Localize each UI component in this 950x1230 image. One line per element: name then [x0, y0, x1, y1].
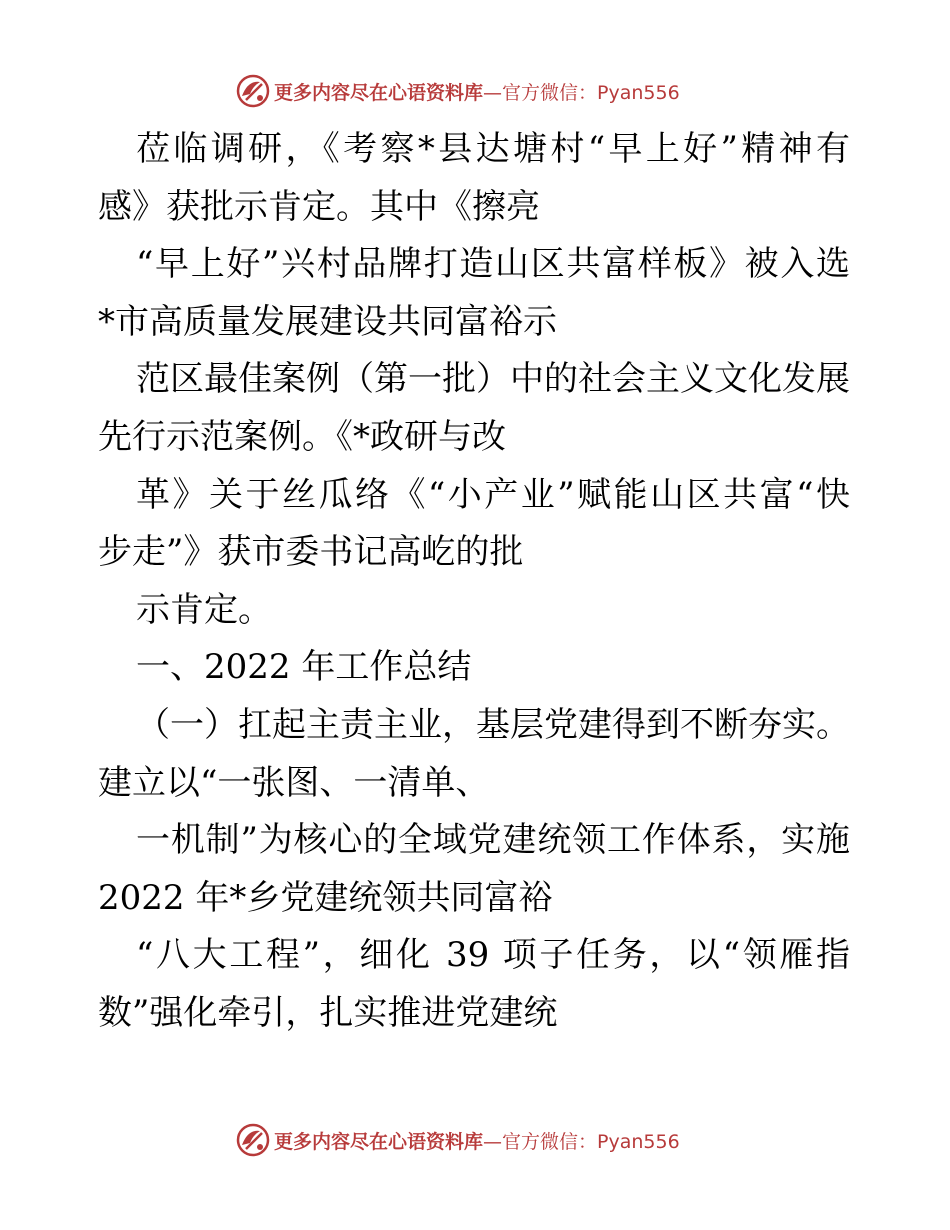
- watermark-contact-text: —官方微信：Pyan556: [483, 81, 680, 104]
- text-line: 感》获批示肯定。其中《擦亮: [98, 186, 540, 227]
- text-line: 数”强化牵引，扎实推进党建统: [98, 992, 558, 1033]
- text-line: “早上好”兴村品牌打造山区共富样板》被入选: [136, 244, 850, 285]
- text-line: “八大工程”，细化 39 项子任务，以“领雁指: [136, 935, 850, 976]
- text-line: 范区最佳案例（第一批）中的社会主义文化发展: [136, 359, 850, 400]
- text-line: 2022 年*乡党建统领共同富裕: [98, 877, 553, 918]
- logo-icon: [236, 74, 270, 108]
- text-line: 莅临调研，《考察*县达塘村“早上好”精神有: [136, 129, 850, 169]
- text-line: 先行示范案例。《*政研与改: [98, 416, 506, 457]
- document-body: [98, 121, 850, 1043]
- text-line: 一机制”为核心的全域党建统领工作体系，实施: [136, 820, 850, 861]
- text-line: 建立以“一张图、一清单、: [98, 762, 490, 803]
- text-line: （一）扛起主责主业，基层党建得到不断夯实。: [136, 704, 850, 745]
- footer-watermark: [236, 1122, 680, 1158]
- header-watermark: [236, 73, 680, 109]
- text-line: 步走”》获市委书记高屹的批: [98, 532, 524, 573]
- watermark-contact-text: —官方微信：Pyan556: [483, 1130, 680, 1153]
- text-line: *市高质量发展建设共同富裕示: [98, 301, 557, 342]
- watermark-main-text: 更多内容尽在心语资料库: [274, 81, 484, 104]
- watermark-main-text: 更多内容尽在心语资料库: [274, 1130, 484, 1153]
- logo-icon: [236, 1123, 270, 1157]
- text-line: 革》关于丝瓜络《“小产业”赋能山区共富“快: [136, 474, 850, 515]
- text-line: 示肯定。: [136, 589, 272, 630]
- section-heading: 一、2022 年工作总结: [136, 647, 472, 688]
